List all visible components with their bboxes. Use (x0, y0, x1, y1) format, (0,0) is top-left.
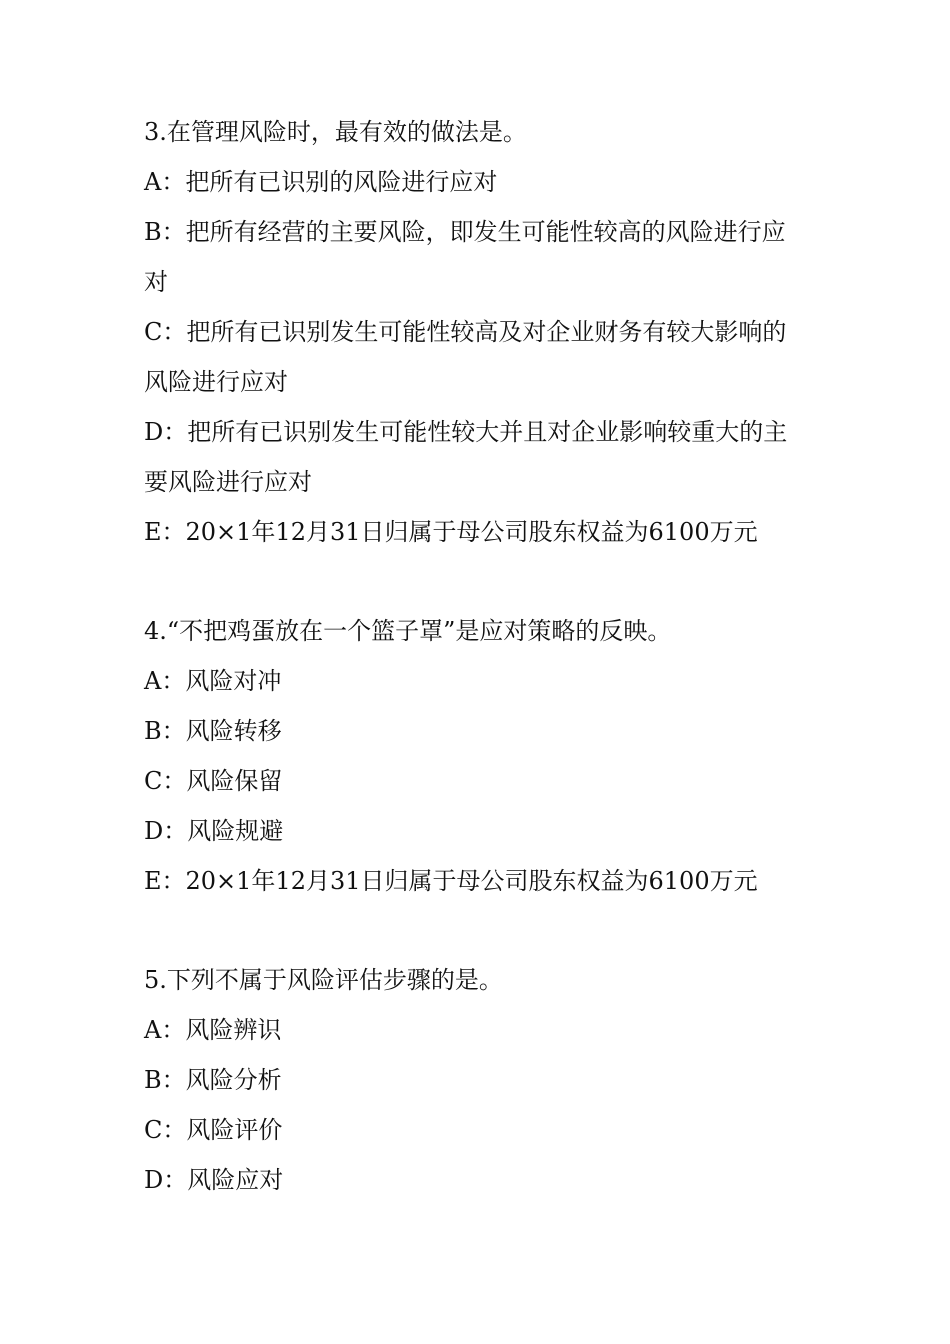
question-4 (144, 606, 808, 906)
question-stem: 5.下列不属于风险评估步骤的是。 (144, 966, 503, 994)
option-b: B：把所有经营的主要风险，即发生可能性较高的风险进行应对 (144, 218, 786, 296)
option-e: E：20×1年12月31日归属于母公司股东权益为6100万元 (144, 518, 758, 546)
question-stem: 3.在管理风险时，最有效的做法是。 (144, 118, 527, 146)
option-d: D：风险应对 (144, 1166, 284, 1194)
option-a: A：把所有已识别的风险进行应对 (144, 168, 498, 196)
option-d: D：把所有已识别发生可能性较大并且对企业影响较重大的主要风险进行应对 (144, 418, 788, 496)
option-a: A：风险对冲 (144, 667, 282, 695)
option-c: C：把所有已识别发生可能性较高及对企业财务有较大影响的风险进行应对 (144, 318, 787, 396)
option-a: A：风险辨识 (144, 1016, 282, 1044)
question-5 (144, 955, 808, 1205)
option-c: C：风险保留 (144, 767, 283, 795)
option-e: E：20×1年12月31日归属于母公司股东权益为6100万元 (144, 867, 758, 895)
option-b: B：风险转移 (144, 717, 282, 745)
option-d: D：风险规避 (144, 817, 284, 845)
option-b: B：风险分析 (144, 1066, 282, 1094)
option-c: C：风险评价 (144, 1116, 283, 1144)
question-stem: 4.“不把鸡蛋放在一个篮子罩”是应对策略的反映。 (144, 617, 672, 645)
question-3 (144, 107, 808, 557)
document-page (144, 107, 808, 1254)
